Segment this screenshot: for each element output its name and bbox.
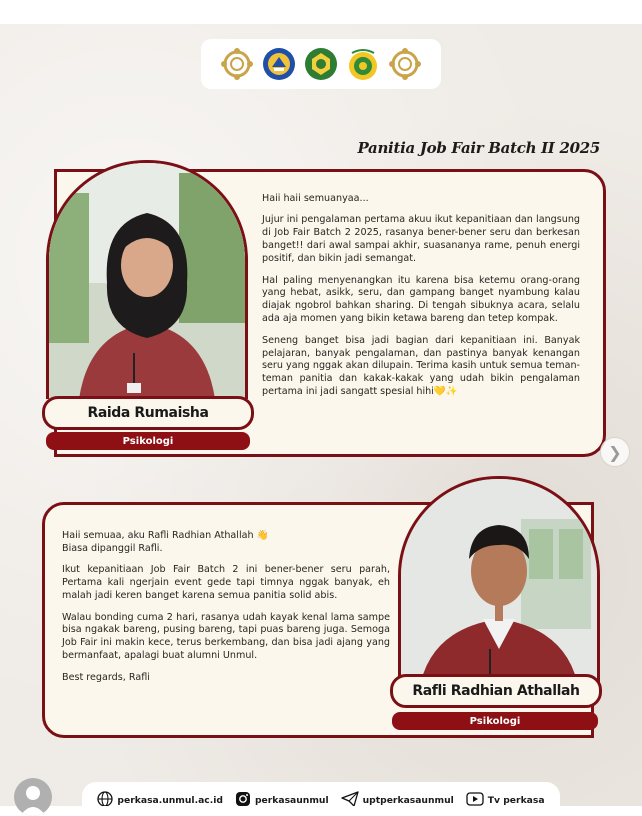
next-slide-button[interactable]	[600, 437, 630, 467]
play-icon	[466, 791, 484, 807]
footer-website[interactable]	[97, 791, 223, 807]
footer-instagram[interactable]	[235, 791, 329, 807]
paragraph: Seneng banget bisa jadi bagian dari kepanitiaan ini. Banyak pelajaran, banyak pengalaman, dan pastinya banyak kenangan seru yang nggak akan dilupain. Terima kasih untuk semua teman-teman panitia dan kakak-kakak yang udah bikin pengalaman pertama ini jadi sangatt spesial hihi💛✨	[262, 334, 580, 398]
footer-instagram-label: perkasaunmul	[254, 794, 329, 806]
paragraph: Best regards, Rafli	[62, 671, 150, 683]
unmul-logo	[303, 46, 339, 82]
telegram-icon	[341, 791, 359, 807]
kemendikbud-logo	[261, 46, 297, 82]
footer-telegram[interactable]	[341, 791, 454, 807]
footer-tv[interactable]	[466, 791, 545, 807]
paragraph: Walau bonding cuma 2 hari, rasanya udah kayak kenal lama sampe bisa ngakak bareng, pusing bareng, tapi puas bareng juga. Semoga Job Fair ini makin kece, terus berkembang, dan bisa jadi ajang yang bermanfaat, apalagi buat alumni Unmul.	[62, 611, 390, 662]
footer-tv-label: Tv perkasa	[487, 794, 545, 806]
globe-icon	[97, 791, 113, 807]
testimonial-text-rafli	[62, 530, 390, 693]
name-raida: Raida Rumaisha	[42, 396, 254, 430]
photo-raida	[46, 160, 248, 399]
carousel-slide	[0, 24, 642, 806]
paragraph: Haii semuaa, aku Rafli Radhian Athallah 👋 Biasa dipanggil Rafli.	[62, 530, 269, 554]
paragraph: Ikut kepanitiaan Job Fair Batch 2 ini bener-bener seru parah, Pertama kali ngerjain event gede tapi timnya nggak banyak, eh malah jadi keren banget karena semua panitia solid abis.	[62, 564, 390, 602]
chevron-right-icon: ❯	[608, 442, 622, 462]
department-badge-rafli: Psikologi	[392, 712, 598, 730]
department-badge-raida: Psikologi	[46, 432, 250, 450]
user-avatar[interactable]	[14, 778, 52, 816]
footer-bar	[82, 782, 560, 806]
page-title: Panitia Job Fair Batch II 2025	[357, 139, 600, 157]
paragraph: Hal paling menyenangkan itu karena bisa ketemu orang-orang yang hebat, asikk, seru, dan gampang banget nyambung kalau diajak ngobrol bahkan sharing. Di tengah sibuknya acara, selalu ada aja momen yang bikin ketawa bareng dan tetep kompak.	[262, 274, 580, 325]
ornament-right-logo	[387, 46, 423, 82]
perkasa-logo	[345, 46, 381, 82]
footer-telegram-label: uptperkasaunmul	[362, 794, 454, 806]
paragraph: Haii haii semuanyaa...	[262, 193, 369, 204]
logo-bar	[201, 39, 441, 89]
paragraph: Jujur ini pengalaman pertama akuu ikut kepanitiaan dan langsung di Job Fair Batch 2 2025, rasanya bener-bener seru dan berkesan banget!! dari awal sampai akhir, suasananya rame, penuh energi positif, dan bikin jadi semangat.	[262, 214, 580, 265]
instagram-icon	[235, 791, 251, 807]
testimonial-text-raida	[262, 193, 580, 408]
ornament-left-logo	[219, 46, 255, 82]
photo-rafli	[398, 476, 600, 691]
name-rafli: Rafli Radhian Athallah	[390, 674, 602, 708]
footer-website-label: perkasa.unmul.ac.id	[117, 794, 223, 806]
